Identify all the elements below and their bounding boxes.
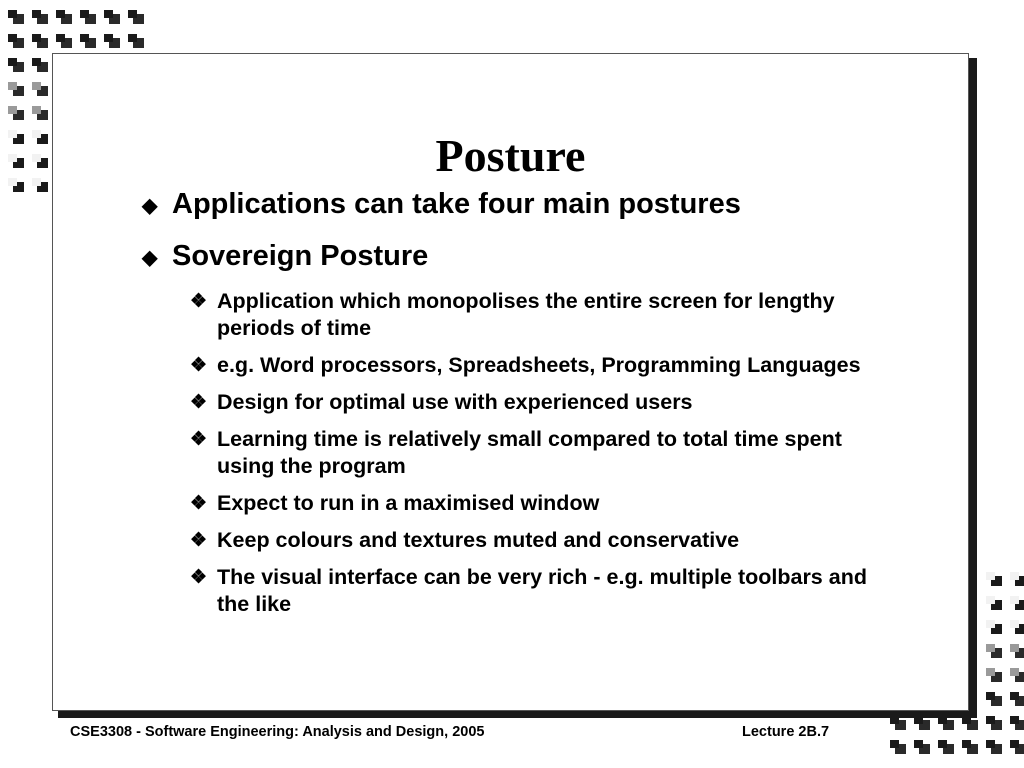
sub-bullet-item bbox=[190, 527, 902, 554]
decorative-square bbox=[986, 716, 1002, 730]
diamond-bullet-icon: ◆ bbox=[142, 195, 158, 217]
bullet-item bbox=[142, 186, 902, 226]
decorative-square bbox=[986, 740, 1002, 754]
sub-bullet-item bbox=[190, 352, 902, 379]
four-diamond-bullet-icon: ❖ bbox=[190, 429, 208, 450]
decorative-square bbox=[890, 716, 906, 730]
bullet-list bbox=[142, 186, 902, 628]
decorative-square bbox=[56, 10, 72, 24]
sub-bullet-text: Expect to run in a maximised window bbox=[217, 491, 600, 515]
decorative-square bbox=[8, 154, 24, 168]
decorative-square bbox=[32, 82, 48, 96]
decorative-square bbox=[1010, 572, 1024, 586]
decorative-square bbox=[8, 34, 24, 48]
sub-bullet-item bbox=[190, 426, 902, 480]
decorative-square bbox=[32, 130, 48, 144]
decorative-square bbox=[986, 620, 1002, 634]
bullet-item bbox=[142, 238, 902, 278]
decorative-square bbox=[938, 716, 954, 730]
decorative-square bbox=[1010, 668, 1024, 682]
decorative-square bbox=[8, 130, 24, 144]
decorative-square bbox=[104, 34, 120, 48]
decorative-square bbox=[104, 10, 120, 24]
decorative-square bbox=[128, 10, 144, 24]
decorative-square bbox=[8, 10, 24, 24]
sub-bullet-text: Application which monopolises the entire screen for lengthy periods of time bbox=[217, 289, 835, 340]
sub-bullet-text: Design for optimal use with experienced users bbox=[217, 390, 693, 414]
decorative-square bbox=[962, 740, 978, 754]
decorative-square bbox=[8, 106, 24, 120]
decorative-square bbox=[80, 10, 96, 24]
footer-lecture-number: Lecture 2B.7 bbox=[742, 724, 830, 740]
bullet-text: Sovereign Posture bbox=[172, 240, 429, 272]
four-diamond-bullet-icon: ❖ bbox=[190, 355, 208, 376]
decorative-square bbox=[890, 740, 906, 754]
decorative-square bbox=[56, 34, 72, 48]
decorative-square bbox=[8, 178, 24, 192]
decorative-square bbox=[986, 668, 1002, 682]
decorative-square bbox=[914, 716, 930, 730]
diamond-bullet-icon: ◆ bbox=[142, 247, 158, 269]
decorative-square bbox=[32, 106, 48, 120]
sub-bullet-item bbox=[190, 288, 902, 342]
decorative-square bbox=[986, 596, 1002, 610]
decorative-square bbox=[32, 10, 48, 24]
decorative-square bbox=[938, 740, 954, 754]
decorative-square bbox=[128, 34, 144, 48]
four-diamond-bullet-icon: ❖ bbox=[190, 530, 208, 551]
decorative-square bbox=[986, 692, 1002, 706]
sub-bullet-text: e.g. Word processors, Spreadsheets, Programming Languages bbox=[217, 353, 861, 377]
decorative-square bbox=[1010, 716, 1024, 730]
decorative-square bbox=[32, 154, 48, 168]
four-diamond-bullet-icon: ❖ bbox=[190, 567, 208, 588]
decorative-square bbox=[1010, 596, 1024, 610]
sub-bullet-text: Keep colours and textures muted and conservative bbox=[217, 528, 740, 552]
sub-bullet-item bbox=[190, 389, 902, 416]
bullet-text: Applications can take four main postures bbox=[172, 188, 741, 220]
decorative-square bbox=[986, 572, 1002, 586]
decorative-square bbox=[914, 740, 930, 754]
four-diamond-bullet-icon: ❖ bbox=[190, 493, 208, 514]
sub-bullet-text: Learning time is relatively small compared to total time spent using the program bbox=[217, 427, 842, 478]
decorative-square bbox=[1010, 620, 1024, 634]
decorative-square bbox=[1010, 740, 1024, 754]
decorative-square bbox=[32, 34, 48, 48]
slide-title: Posture bbox=[435, 130, 586, 181]
decorative-square bbox=[962, 716, 978, 730]
four-diamond-bullet-icon: ❖ bbox=[190, 392, 208, 413]
decorative-square bbox=[32, 178, 48, 192]
decorative-square bbox=[1010, 644, 1024, 658]
four-diamond-bullet-icon: ❖ bbox=[190, 291, 208, 312]
decorative-square bbox=[1010, 692, 1024, 706]
decorative-square bbox=[80, 34, 96, 48]
decorative-square bbox=[32, 58, 48, 72]
sub-bullet-text: The visual interface can be very rich - e.g. multiple toolbars and the like bbox=[217, 565, 867, 616]
sub-bullet-item bbox=[190, 490, 902, 517]
footer-course-title: CSE3308 - Software Engineering: Analysis and Design, 2005 bbox=[70, 724, 485, 740]
decorative-square bbox=[8, 58, 24, 72]
decorative-square bbox=[8, 82, 24, 96]
decorative-square bbox=[986, 644, 1002, 658]
sub-bullet-item bbox=[190, 564, 902, 618]
